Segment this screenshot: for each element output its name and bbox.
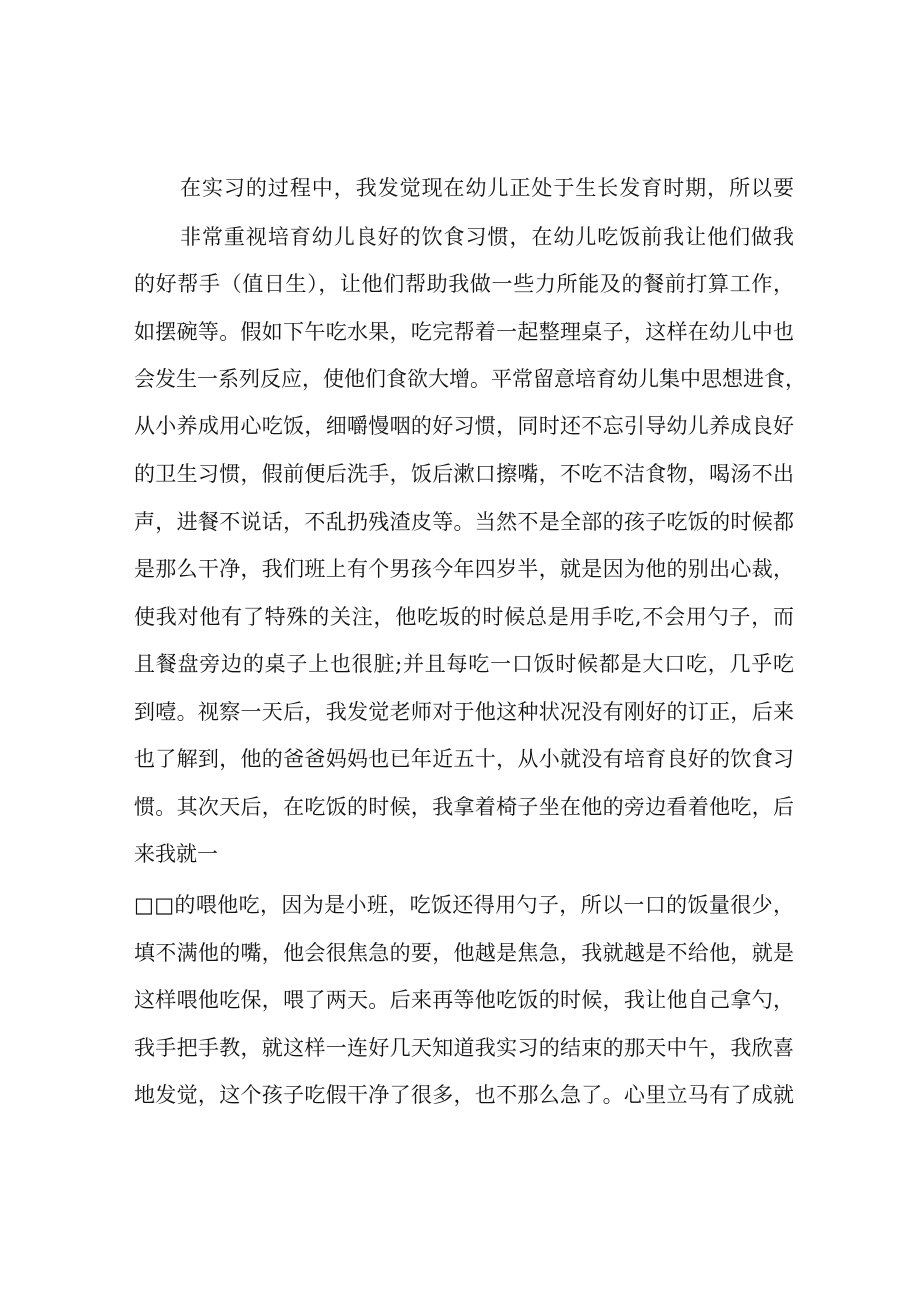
text-line: 我手把手教，就这样一连好几天知道我实习的结束的那天中午，我欣喜 bbox=[134, 1036, 794, 1060]
text-line: 从小养成用心吃饭，细嚼慢咽的好习惯，同时还不忘引导幼儿养成良好 bbox=[134, 414, 794, 438]
text-line: 这样喂他吃保，喂了两天。后来再等他吃饭的时候，我让他自己拿勺， bbox=[134, 988, 794, 1012]
text-line: 填不满他的嘴，他会很焦急的要，他越是焦急，我就越是不给他，就是 bbox=[134, 941, 794, 965]
text-line: 且餐盘旁边的桌子上也很脏;并且每吃一口饭时候都是大口吃，几乎吃 bbox=[134, 652, 794, 676]
text-line: □□的喂他吃，因为是小班，吃饭还得用勺子，所以一口的饭量很少， bbox=[134, 893, 794, 917]
text-line: 声，进餐不说话，不乱扔残渣皮等。当然不是全部的孩子吃饭的时候都 bbox=[134, 510, 794, 534]
text-line: 惯。其次天后，在吃饭的时候，我拿着椅子坐在他的旁边看着他吃，后 bbox=[134, 795, 794, 819]
text-line: 也了解到，他的爸爸妈妈也已年近五十，从小就没有培育良好的饮食习 bbox=[134, 747, 794, 771]
text-line: 非常重视培育幼儿良好的饮食习惯，在幼儿吃饭前我让他们做我 bbox=[180, 225, 794, 249]
text-line: 地发觉，这个孩子吃假干净了很多，也不那么急了。心里立马有了成就 bbox=[134, 1083, 794, 1107]
text-line: 的好帮手（值日生），让他们帮助我做一些力所能及的餐前打算工作， bbox=[134, 272, 794, 296]
text-line: 的卫生习惯，假前便后洗手，饭后漱口擦嘴，不吃不洁食物，喝汤不出 bbox=[134, 462, 794, 486]
text-line: 来我就一 bbox=[134, 842, 218, 866]
text-line: 是那么干净，我们班上有个男孩今年四岁半，就是因为他的别出心裁， bbox=[134, 557, 794, 581]
text-line: 如摆碗等。假如下午吃水果，吃完帮着一起整理桌子，这样在幼儿中也 bbox=[134, 320, 794, 344]
text-line: 使我对他有了特殊的关注，他吃坂的时候总是用手吃,不会用勺子，而 bbox=[134, 605, 794, 629]
text-line: 在实习的过程中，我发觉现在幼儿正处于生长发育时期，所以要 bbox=[180, 176, 794, 200]
text-line: 会发生一系列反应，使他们食欲大增。平常留意培育幼儿集中思想进食， bbox=[134, 367, 806, 391]
text-line: 到噎。视察一天后，我发觉老师对于他这种状况没有刚好的订正，后来 bbox=[134, 700, 794, 724]
